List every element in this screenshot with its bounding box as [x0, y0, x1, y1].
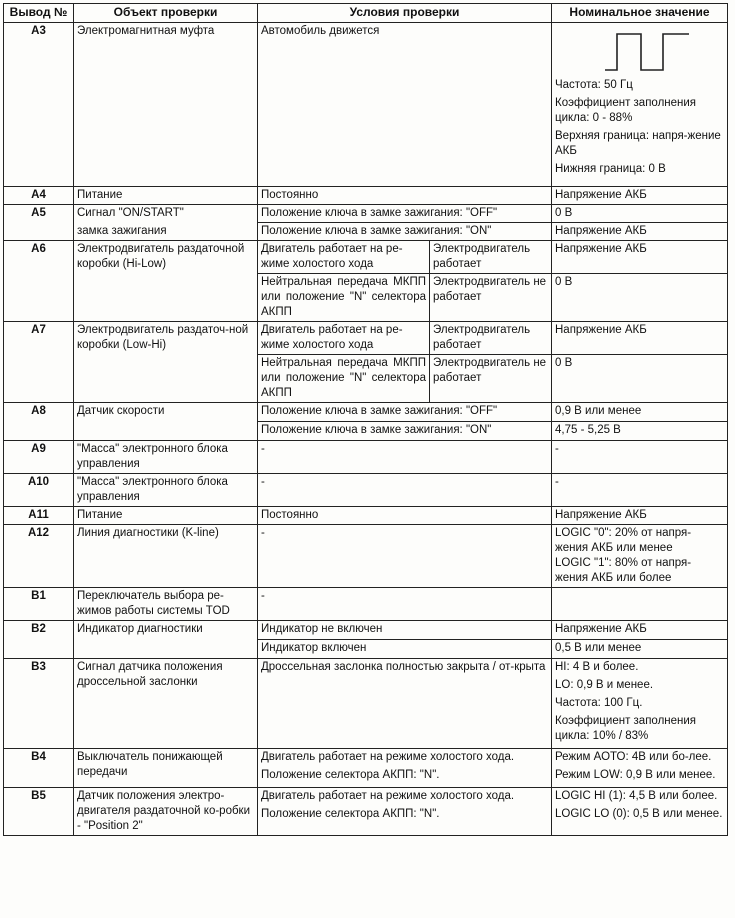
- nominal-cell: Напряжение АКБ: [552, 507, 728, 525]
- object-cell: Электродвигатель раздаточ-ной коробки (Low-Hi): [74, 322, 258, 403]
- condition-cell: Положение ключа в замке зажигания: "OFF": [258, 205, 552, 223]
- table-row: [4, 474, 728, 507]
- nominal-line: Верхняя граница: напря-жение АКБ: [555, 130, 721, 157]
- pin-cell: B4: [4, 749, 74, 788]
- nominal-line: Режим LOW: 0,9 В или менее.: [555, 769, 716, 781]
- condition-cell: Двигатель работает на ре-жиме холостого хода: [258, 322, 430, 355]
- nominal-line: HI: 4 В и более.: [555, 661, 639, 673]
- nominal-cell: [552, 749, 728, 788]
- table-row: [4, 788, 728, 836]
- object-cell: [74, 205, 258, 241]
- pin-cell: A8: [4, 403, 74, 441]
- condition-line: Положение селектора АКПП: "N".: [261, 769, 440, 781]
- condition-cell: Нейтральная передача МКПП или положение "N" селектора АКПП: [258, 274, 430, 322]
- condition-cell: [258, 749, 552, 788]
- nominal-line: Нижняя граница: 0 В: [555, 163, 666, 175]
- pin-cell: A10: [4, 474, 74, 507]
- table-row: [4, 441, 728, 474]
- condition-cell: Положение ключа в замке зажигания: "OFF": [258, 403, 552, 422]
- condition-sub-cell: Электродвигатель не работает: [430, 355, 552, 403]
- nominal-cell: [552, 588, 728, 621]
- condition-cell: Положение ключа в замке зажигания: "ON": [258, 422, 552, 441]
- pin-cell: B3: [4, 659, 74, 749]
- nominal-cell: -: [552, 474, 728, 507]
- nominal-cell: [552, 788, 728, 836]
- condition-cell: Постоянно: [258, 507, 552, 525]
- square-wave-icon: [555, 24, 724, 78]
- nominal-cell: [552, 659, 728, 749]
- condition-cell: Положение ключа в замке зажигания: "ON": [258, 223, 552, 241]
- object-cell: Питание: [74, 507, 258, 525]
- pin-cell: B5: [4, 788, 74, 836]
- header-conditions: Условия проверки: [258, 4, 552, 23]
- table-row: [4, 507, 728, 525]
- object-cell: Линия диагностики (K-line): [74, 525, 258, 588]
- header-object: Объект проверки: [74, 4, 258, 23]
- object-cell: Электродвигатель раздаточной коробки (Hi-Low): [74, 241, 258, 322]
- condition-cell: Двигатель работает на ре-жиме холостого хода: [258, 241, 430, 274]
- nominal-cell: Напряжение АКБ: [552, 187, 728, 205]
- condition-cell: Нейтральная передача МКПП или положение "N" селектора АКПП: [258, 355, 430, 403]
- condition-sub-cell: Электродвигатель работает: [430, 322, 552, 355]
- object-line: Сигнал "ON/START": [77, 207, 184, 219]
- nominal-line: LOGIC "0": 20% от напря-жения АКБ или менее: [555, 527, 692, 554]
- nominal-cell: Напряжение АКБ: [552, 621, 728, 640]
- header-nominal: Номинальное значение: [552, 4, 728, 23]
- nominal-line: LO: 0,9 В и менее.: [555, 679, 654, 691]
- table-row: [4, 659, 728, 749]
- condition-cell: -: [258, 525, 552, 588]
- nominal-cell: 0 В: [552, 355, 728, 403]
- object-cell: "Масса" электронного блока управления: [74, 474, 258, 507]
- pin-cell: A7: [4, 322, 74, 403]
- pin-cell: A6: [4, 241, 74, 322]
- object-line: замка зажигания: [77, 225, 167, 237]
- condition-cell: Автомобиль движется: [258, 23, 552, 187]
- nominal-cell: 0 В: [552, 274, 728, 322]
- table-row: [4, 403, 728, 422]
- condition-cell: -: [258, 474, 552, 507]
- header-row: [4, 4, 728, 23]
- nominal-line: LOGIC LO (0): 0,5 В или менее.: [555, 808, 723, 820]
- condition-cell: Индикатор не включен: [258, 621, 552, 640]
- pin-cell: B1: [4, 588, 74, 621]
- table-row: [4, 322, 728, 355]
- condition-cell: Постоянно: [258, 187, 552, 205]
- nominal-line: Режим АОТО: 4В или бо-лее.: [555, 751, 712, 763]
- nominal-cell: 4,75 - 5,25 В: [552, 422, 728, 441]
- nominal-cell: Напряжение АКБ: [552, 322, 728, 355]
- condition-line: Положение селектора АКПП: "N".: [261, 808, 440, 820]
- pin-cell: A3: [4, 23, 74, 187]
- nominal-cell: 0,9 В или менее: [552, 403, 728, 422]
- pin-cell: A4: [4, 187, 74, 205]
- table-row: [4, 525, 728, 588]
- table-row: [4, 187, 728, 205]
- pin-cell: A9: [4, 441, 74, 474]
- nominal-line: Коэффициент заполнения цикла: 0 - 88%: [555, 97, 697, 124]
- pin-cell: B2: [4, 621, 74, 659]
- condition-sub-cell: Электродвигатель не работает: [430, 274, 552, 322]
- condition-cell: -: [258, 588, 552, 621]
- nominal-cell: Напряжение АКБ: [552, 241, 728, 274]
- table-row: [4, 241, 728, 274]
- object-cell: Индикатор диагностики: [74, 621, 258, 659]
- inspection-table: [3, 3, 728, 836]
- nominal-line: LOGIC "1": 80% от напря-жения АКБ или более: [555, 557, 692, 584]
- object-cell: Питание: [74, 187, 258, 205]
- nominal-line: Коэффициент заполнения цикла: 10% / 83%: [555, 715, 697, 742]
- nominal-cell: [552, 525, 728, 588]
- condition-cell: Дроссельная заслонка полностью закрыта / от-крыта: [258, 659, 552, 749]
- nominal-line: Частота: 50 Гц: [555, 79, 633, 91]
- header-pin: Вывод №: [4, 4, 74, 23]
- nominal-cell: -: [552, 441, 728, 474]
- object-cell: Датчик скорости: [74, 403, 258, 441]
- object-cell: Датчик положения электро-двигателя раздаточной ко-робки - "Position 2": [74, 788, 258, 836]
- table-row: [4, 621, 728, 640]
- table-row: [4, 205, 728, 223]
- nominal-cell: [552, 23, 728, 187]
- table-row: [4, 23, 728, 187]
- object-cell: Выключатель понижающей передачи: [74, 749, 258, 788]
- pin-cell: A11: [4, 507, 74, 525]
- object-cell: Сигнал датчика положения дроссельной заслонки: [74, 659, 258, 749]
- condition-cell: Индикатор включен: [258, 640, 552, 659]
- pin-cell: A5: [4, 205, 74, 241]
- condition-cell: -: [258, 441, 552, 474]
- object-cell: Электромагнитная муфта: [74, 23, 258, 187]
- nominal-cell: 0 В: [552, 205, 728, 223]
- object-cell: "Масса" электронного блока управления: [74, 441, 258, 474]
- pin-cell: A12: [4, 525, 74, 588]
- condition-line: Двигатель работает на режиме холостого хода.: [261, 751, 515, 763]
- nominal-cell: 0,5 В или менее: [552, 640, 728, 659]
- condition-line: Двигатель работает на режиме холостого хода.: [261, 790, 515, 802]
- object-cell: Переключатель выбора ре-жимов работы системы TOD: [74, 588, 258, 621]
- nominal-line: Частота: 100 Гц.: [555, 697, 643, 709]
- nominal-line: LOGIC HI (1): 4,5 В или более.: [555, 790, 718, 802]
- nominal-cell: Напряжение АКБ: [552, 223, 728, 241]
- table-row: [4, 588, 728, 621]
- condition-cell: [258, 788, 552, 836]
- table-row: [4, 749, 728, 788]
- condition-sub-cell: Электродвигатель работает: [430, 241, 552, 274]
